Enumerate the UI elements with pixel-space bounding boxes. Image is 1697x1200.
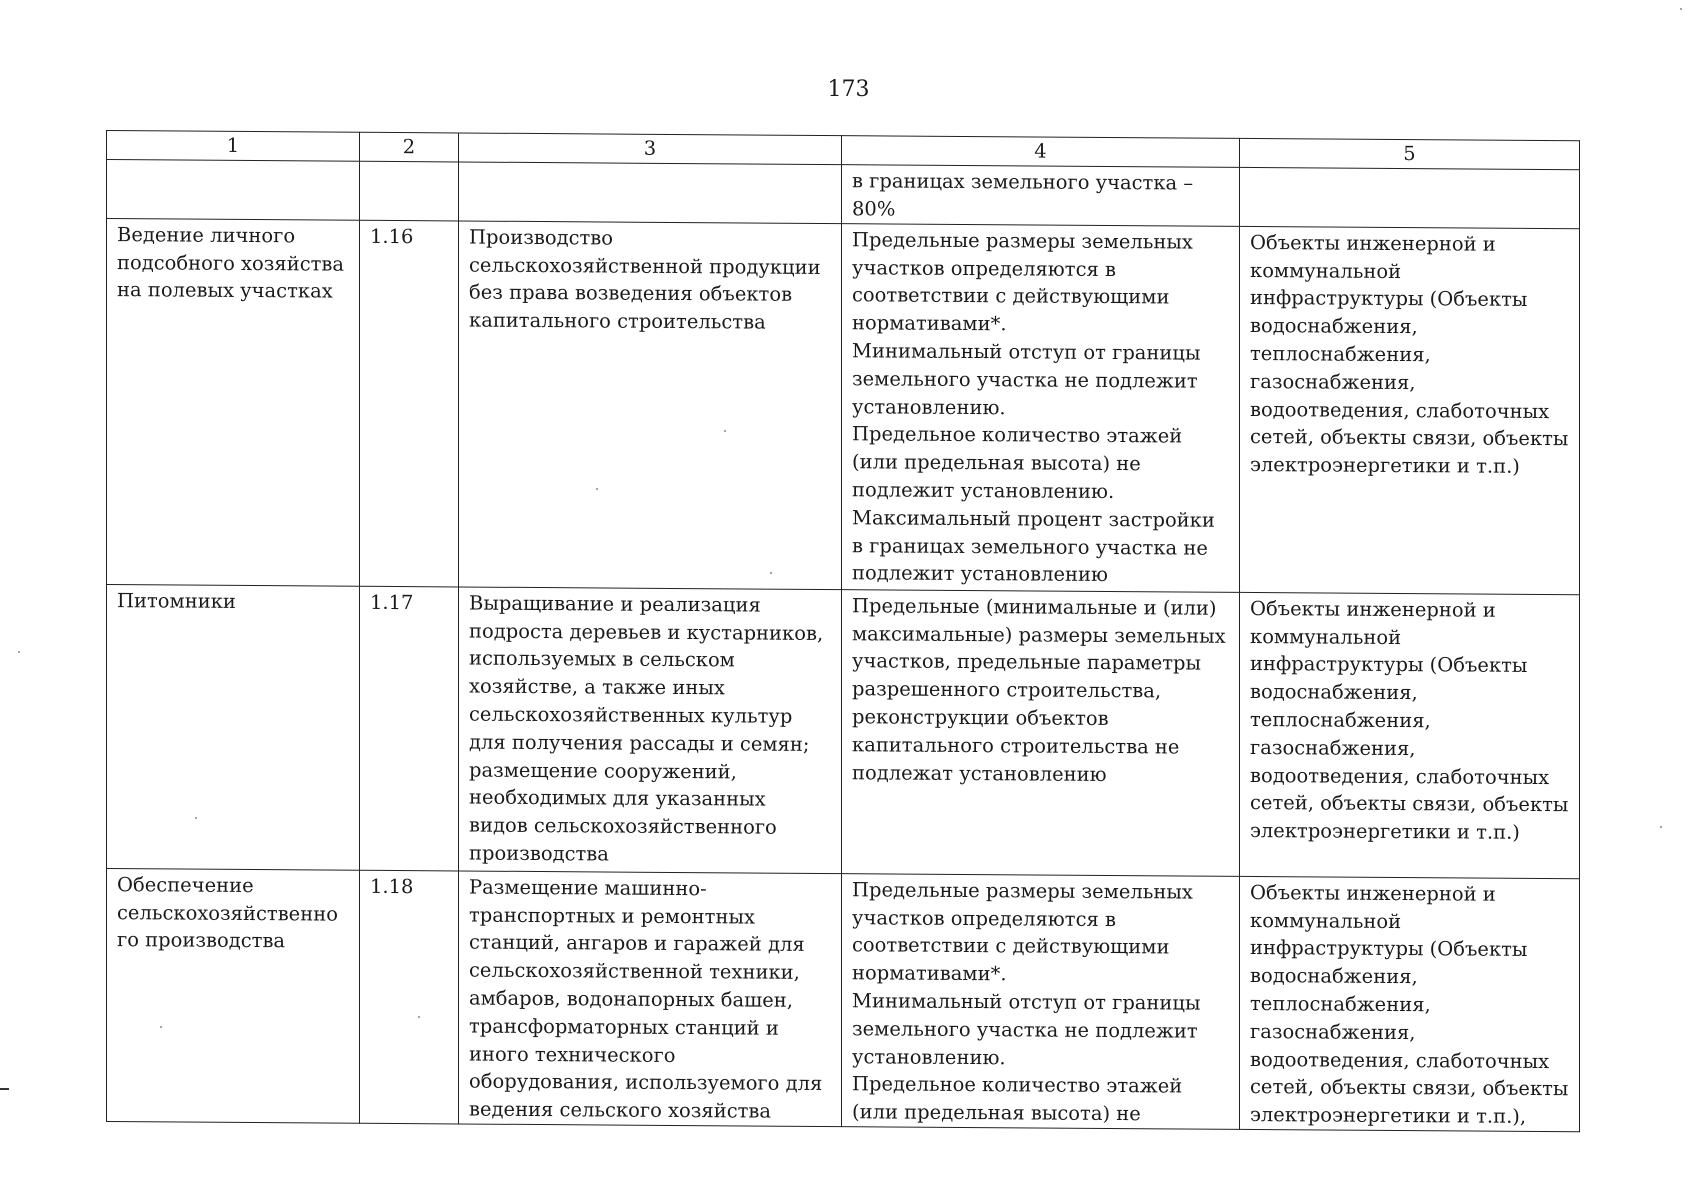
- auxiliary-objects-cell: [1240, 167, 1580, 228]
- parameters-cell: Предельные (минимальные и (или) максимальные) размеры земельных участков, предельные параметры разрешенного строительства, реконструкции объектов капитального строительства не подлежат установлению: [842, 589, 1240, 876]
- scan-speck: [1680, 8, 1682, 10]
- parameters-cell: в границах земельного участка – 80%: [842, 164, 1240, 226]
- table-row-1-17: [107, 584, 1580, 878]
- parameters-cell: Предельные размеры земельных участков определяются в соответствии с действующими нормативами*. Минимальный отступ от границы земельного участка не подлежит установлению. Предельное количество этажей (или предельная высота) не: [842, 873, 1240, 1129]
- scan-speck: [160, 1026, 162, 1028]
- scan-speck: [770, 572, 772, 574]
- scan-speck: [195, 817, 197, 819]
- use-code-cell: [360, 161, 459, 221]
- table-row-1-18: [107, 868, 1580, 1131]
- use-description-cell: Производство сельскохозяйственной продукции без права возведения объектов капитального строительства: [459, 221, 842, 590]
- use-code-cell: 1.16: [360, 220, 459, 587]
- scan-speck: [596, 488, 598, 490]
- use-description-cell: Выращивание и реализация подроста деревьев и кустарников, используемых в сельском хозяйстве, а также иных сельскохозяйственных культур для получения рассады и семян; размещение сооружений, необходимых для указанных видов сельскохозяйственного производства: [459, 587, 842, 874]
- parameters-cell: Предельные размеры земельных участков определяются в соответствии с действующими нормативами*. Минимальный отступ от границы земельного участка не подлежит установлению. Предельное количество этажей (или предельная высота) не подлежит установлению. Максимальный процент застройки в границах земельного участка не подлежит установлению: [842, 223, 1240, 592]
- use-name-cell: Питомники: [107, 584, 360, 870]
- column-number-1: 1: [107, 131, 360, 162]
- scan-speck: [18, 651, 20, 653]
- column-number-2: 2: [360, 132, 459, 161]
- scan-speck: [724, 430, 726, 432]
- table-row-1-16: [107, 218, 1580, 594]
- use-code-cell: 1.18: [360, 870, 459, 1124]
- column-number-5: 5: [1240, 138, 1580, 169]
- table-row-continuation: [107, 159, 1580, 228]
- use-code-cell: 1.17: [360, 586, 459, 871]
- zoning-table-sheet: [106, 130, 1579, 1129]
- column-number-3: 3: [459, 133, 842, 164]
- scan-speck: [418, 1016, 420, 1018]
- use-name-cell: [107, 159, 360, 220]
- auxiliary-objects-cell: Объекты инженерной и коммунальной инфраструктуры (Объекты водоснабжения, теплоснабжения, газоснабжения, водоотведения, слаботочных сетей, объекты связи, объекты электроэнергетики и т.п.): [1240, 226, 1580, 594]
- zoning-table: [106, 130, 1580, 1132]
- page-number: 173: [827, 77, 870, 102]
- auxiliary-objects-cell: Объекты инженерной и коммунальной инфраструктуры (Объекты водоснабжения, теплоснабжения, газоснабжения, водоотведения, слаботочных сетей, объекты связи, объекты электроэнергетики и т.п.): [1240, 592, 1580, 878]
- use-description-cell: Размещение машинно- транспортных и ремонтных станций, ангаров и гаражей для сельскохозяйственной техники, амбаров, водонапорных башен, трансформаторных станций и иного технического оборудования, используемого для ведения сельского хозяйства: [459, 871, 842, 1127]
- auxiliary-objects-cell: Объекты инженерной и коммунальной инфраструктуры (Объекты водоснабжения, теплоснабжения, газоснабжения, водоотведения, слаботочных сетей, объекты связи, объекты электроэнергетики и т.п.),: [1240, 876, 1580, 1132]
- use-name-cell: Обеспечение сельскохозяйственно го производства: [107, 868, 360, 1123]
- use-description-cell: [459, 162, 842, 224]
- use-name-cell: Ведение личного подсобного хозяйства на полевых участках: [107, 218, 360, 586]
- scan-margin-mark: [0, 1088, 9, 1090]
- column-number-4: 4: [842, 136, 1240, 168]
- scan-speck: [1660, 826, 1662, 828]
